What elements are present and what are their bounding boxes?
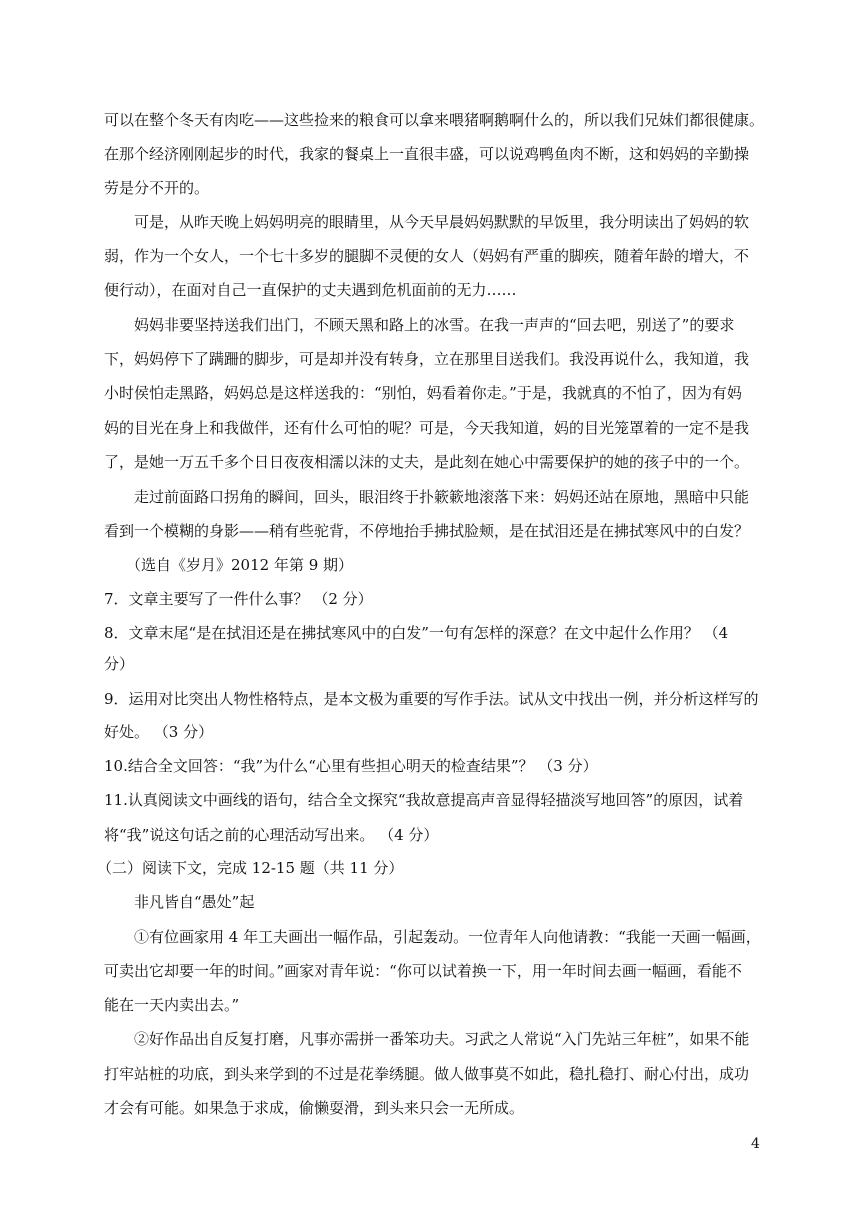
text-line: 便行动），在面对自己一直保护的丈夫遇到危机面前的无力…… [104, 281, 517, 299]
question-11: 11.认真阅读文中画线的语句，结合全文探究“我故意提高声音显得轻描淡写地回答”的原因，试着 [104, 791, 744, 809]
source-note: （选自《岁月》2012 年第 9 期） [126, 556, 354, 574]
text-line: 劳是分不开的。 [104, 179, 210, 197]
text-line: 可以在整个冬天有肉吃——这些捡来的粮食可以拿来喂猪啊鹅啊什么的，所以我们兄妹们都很健康。 [104, 111, 765, 129]
article-title: 非凡皆自“愚处”起 [134, 893, 255, 911]
question-9: 9．运用对比突出人物性格特点，是本文极为重要的写作手法。试从文中找出一例，并分析这样写的 [104, 690, 759, 708]
text-line: ②好作品出自反复打磨，凡事亦需拼一番笨功夫。习武之人常说“入门先站三年桩”，如果不能 [134, 1030, 750, 1048]
text-line: 才会有可能。如果急于求成，偷懒耍滑，到头来只会一无所成。 [104, 1099, 525, 1117]
text-line: 打牢站桩的功底，到头来学到的不过是花拳绣腿。做人做事莫不如此，稳扎稳打、耐心付出，成功 [104, 1065, 750, 1083]
text-line: 弱，作为一个女人，一个七十多岁的腿脚不灵便的女人（妈妈有严重的脚疾，随着年龄的增大，不 [104, 247, 750, 265]
text-line: 下，妈妈停下了蹒跚的脚步，可是却并没有转身，立在那里目送我们。我没再说什么，我知道，我 [104, 350, 750, 368]
text-line: 妈的目光在身上和我做伴，还有什么可怕的呢？可是，今天我知道，妈的目光笼罩着的一定不是我 [104, 419, 750, 437]
question-8-continued: 分） [104, 655, 135, 673]
question-9-continued: 好处。 （3 分） [104, 723, 214, 741]
text-line: 小时侯怕走黑路，妈妈总是这样送我的：“别怕，妈看着你走。”于是，我就真的不怕了，因为有妈 [104, 384, 742, 402]
text-line: 在那个经济刚刚起步的时代，我家的餐桌上一直很丰盛，可以说鸡鸭鱼肉不断，这和妈妈的辛勤操 [104, 145, 750, 163]
question-8: 8．文章末尾“是在拭泪还是在拂拭寒风中的白发”一句有怎样的深意？在文中起什么作用？ （4 [104, 624, 729, 642]
text-line: ①有位画家用 4 年工夫画出一幅作品，引起轰动。一位青年人向他请教：“我能一天画一幅画， [134, 928, 761, 946]
text-line: 能在一天内卖出去。” [104, 996, 240, 1014]
text-line: 看到一个模糊的身影——稍有些驼背，不停地抬手拂拭脸颊，是在拭泪还是在拂拭寒风中的白发？ [104, 522, 750, 540]
text-line: 可卖出它却要一年的时间。”画家对青年说：“你可以试着换一下，用一年时间去画一幅画，看能不 [104, 962, 742, 980]
text-line: 妈妈非要坚持送我们出门，不顾天黑和路上的冰雪。在我一声声的“回去吧，别送了”的要求 [134, 316, 735, 334]
text-line: 了，是她一万五千多个日日夜夜相濡以沫的丈夫，是此刻在她心中需要保护的她的孩子中的一个。 [104, 453, 750, 471]
question-11-continued: 将“我”说这句话之前的心理活动写出来。 （4 分） [104, 826, 439, 844]
question-10: 10.结合全文回答：“我”为什么“心里有些担心明天的检查结果”？ （3 分） [104, 757, 598, 775]
page-number: 4 [751, 1136, 760, 1152]
section-heading: （二）阅读下文，完成 12-15 题（共 11 分） [97, 859, 404, 877]
question-7: 7．文章主要写了一件什么事？ （2 分） [104, 590, 373, 608]
text-line: 可是，从昨天晚上妈妈明亮的眼睛里，从今天早晨妈妈默默的早饭里，我分明读出了妈妈的软 [134, 213, 750, 231]
text-line: 走过前面路口拐角的瞬间，回头，眼泪终于扑簌簌地滚落下来：妈妈还站在原地，黑暗中只能 [134, 488, 750, 506]
